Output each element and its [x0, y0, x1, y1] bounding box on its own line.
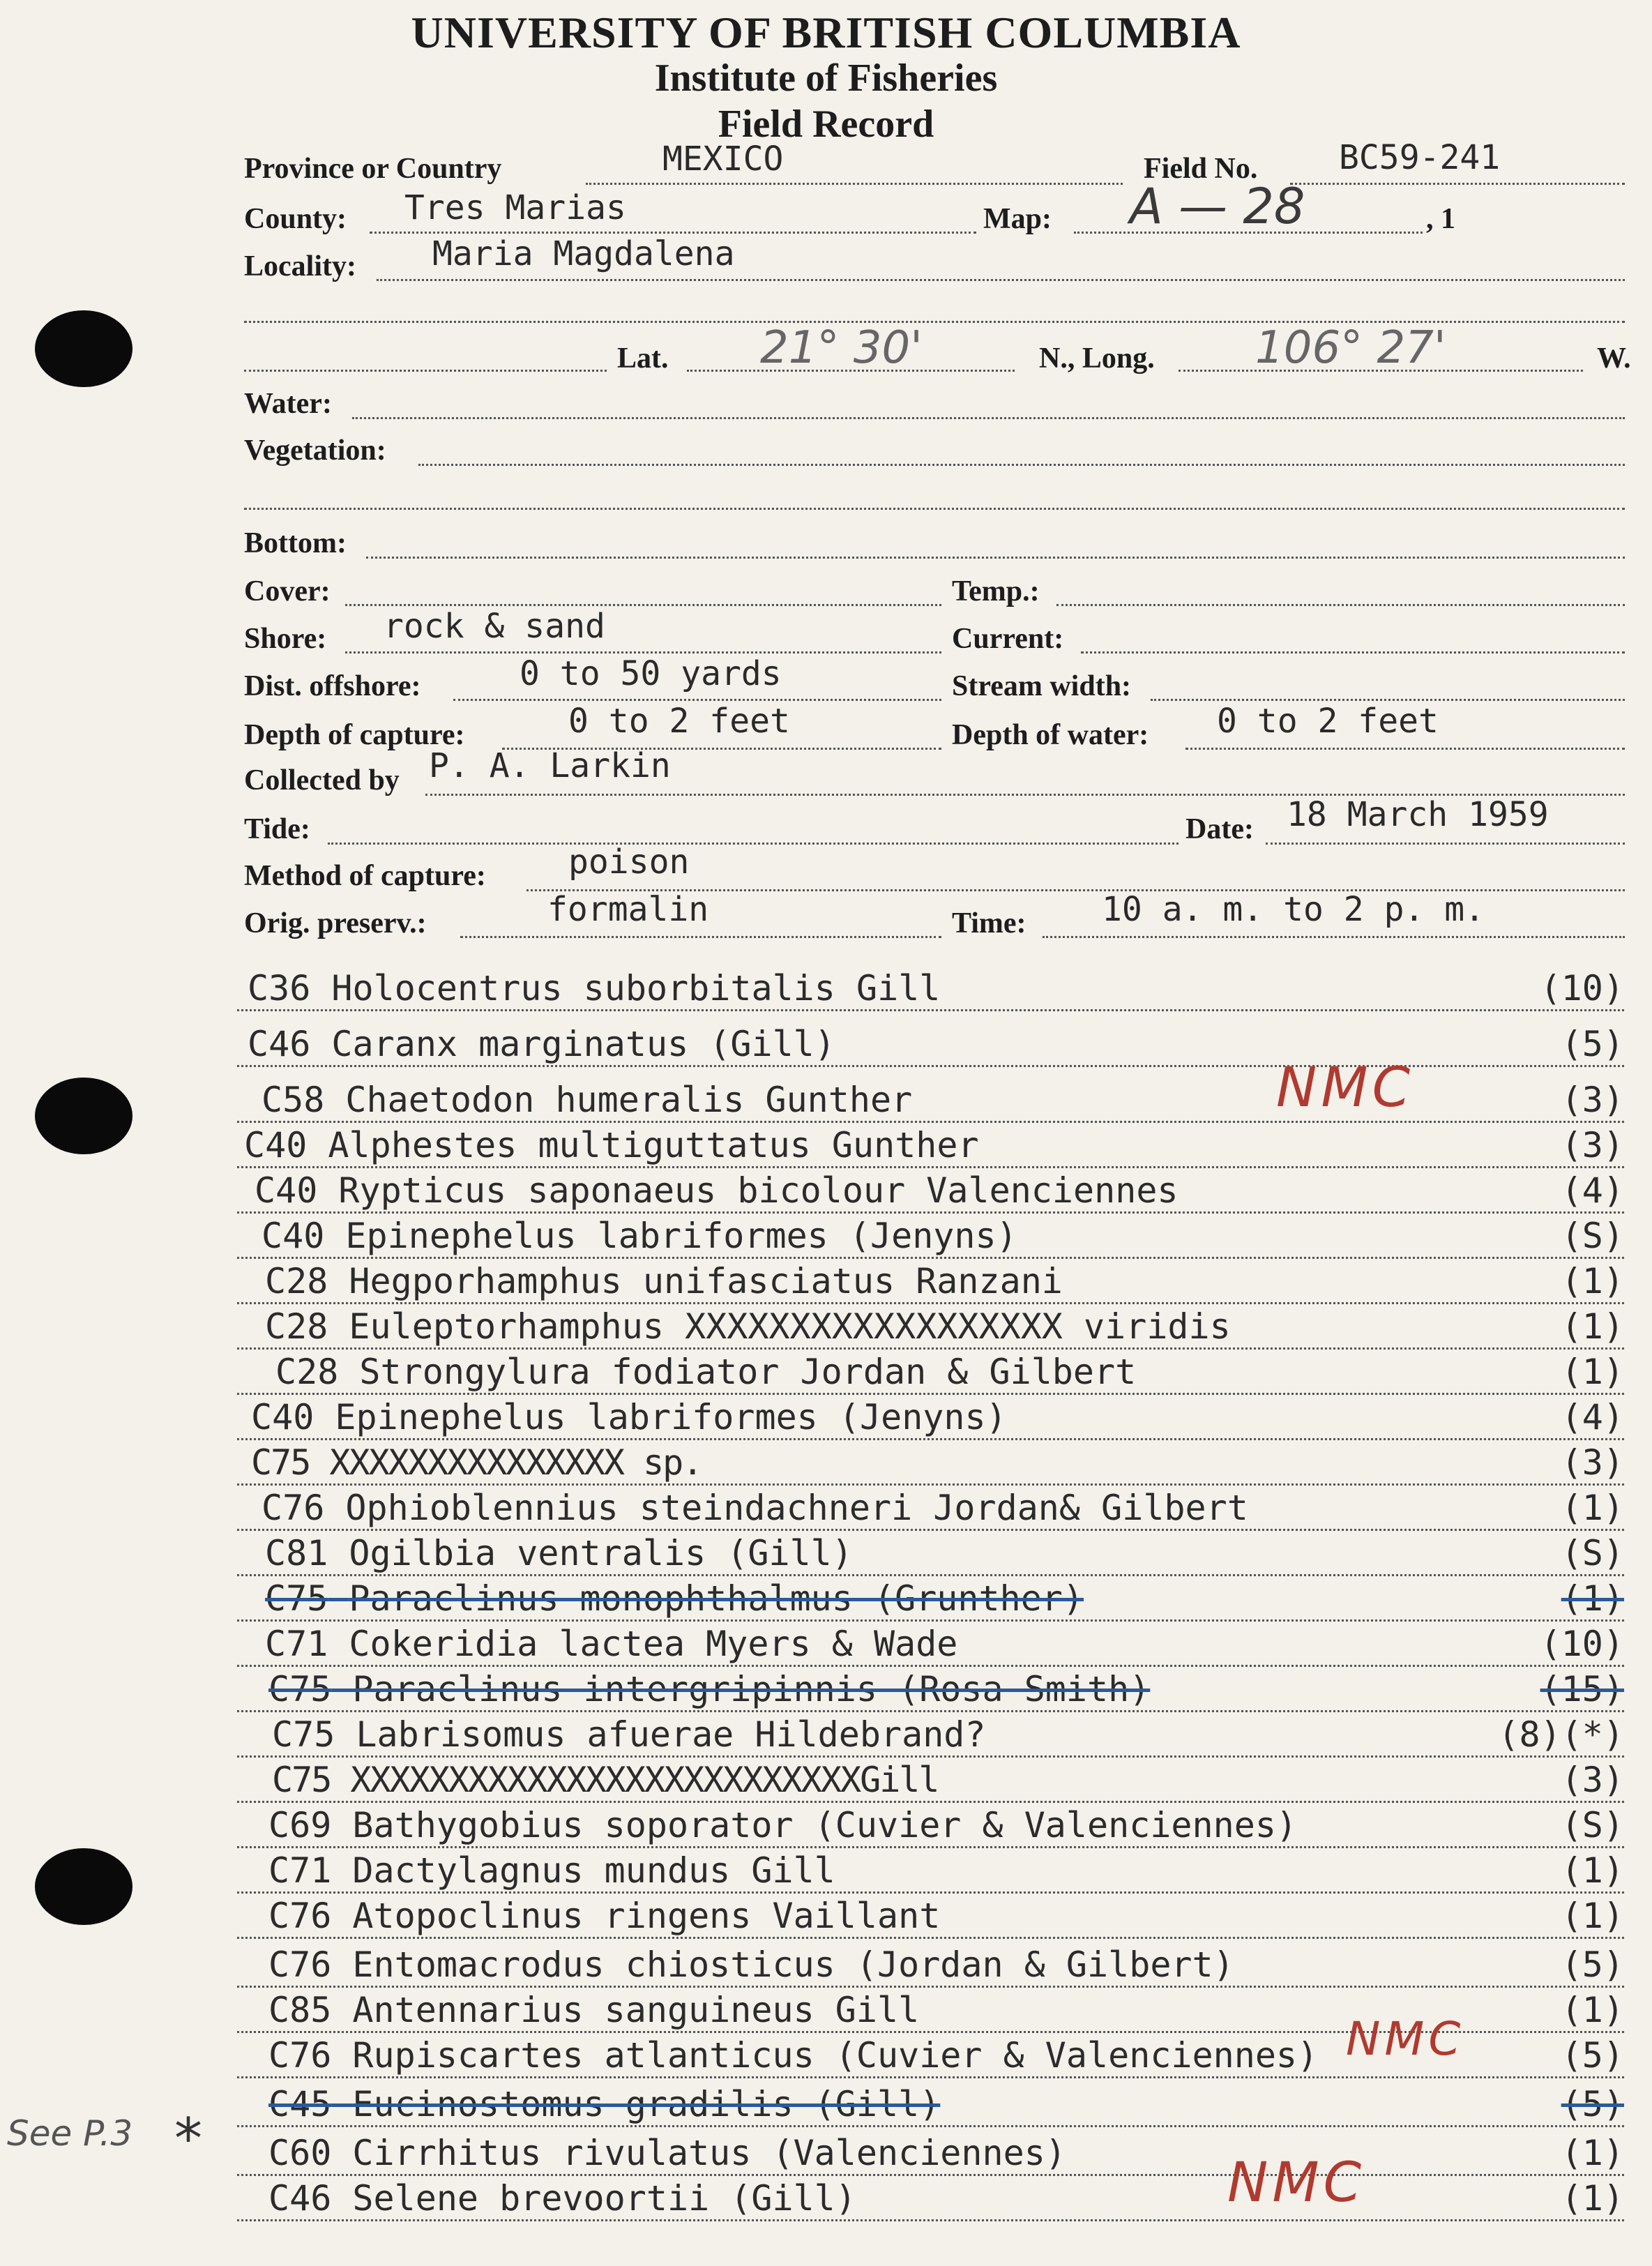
- specimen-code: C28: [265, 1261, 328, 1301]
- specimen-entry: [265, 1261, 1063, 1301]
- specimen-name: Bathygobius soporator (Cuvier & Valenciennes): [352, 1805, 1298, 1845]
- specimen-entry: [268, 1896, 940, 1936]
- specimen-row-line: [237, 2125, 1624, 2127]
- specimen-entry: [251, 1397, 1007, 1437]
- tide-line: [328, 843, 1179, 845]
- specimen-row-line: [237, 2174, 1624, 2176]
- specimen-code: C75: [251, 1442, 310, 1483]
- dist-label: Dist. offshore:: [244, 670, 421, 702]
- dist-value: 0 to 50 yards: [520, 654, 782, 693]
- shore-label: Shore:: [244, 623, 327, 655]
- vegetation-line-2: [244, 508, 1625, 510]
- specimen-entry: [272, 1760, 939, 1800]
- stream-line: [1151, 699, 1625, 701]
- specimen-name: XXXXXXXXXXXXXXXXXXXXXXXXXXGill: [350, 1760, 939, 1800]
- orig-value: formalin: [547, 890, 709, 929]
- specimen-row-line: [237, 1846, 1624, 1848]
- locality-value: Maria Magdalena: [432, 234, 735, 273]
- specimen-name: XXXXXXXXXXXXXXX sp.: [329, 1442, 702, 1483]
- nlong-label: N., Long.: [1039, 342, 1155, 375]
- specimen-entry: [268, 1944, 1234, 1985]
- specimen-row: [237, 1444, 1652, 1490]
- specimen-code: C71: [265, 1624, 328, 1664]
- specimen-row-line: [237, 1710, 1624, 1712]
- specimen-row-line: [237, 1009, 1624, 1011]
- specimen-row: [237, 1897, 1652, 1943]
- specimen-code: C85: [268, 1990, 332, 2030]
- specimen-entry: [265, 1624, 957, 1664]
- specimen-row-line: [237, 1574, 1624, 1576]
- specimen-code: C76: [268, 1896, 332, 1936]
- specimen-code: C28: [265, 1306, 328, 1347]
- lat-label: Lat.: [617, 342, 669, 375]
- date-label: Date:: [1185, 813, 1254, 845]
- specimen-row-line: [237, 1986, 1624, 1988]
- specimen-row: [237, 1534, 1652, 1580]
- specimen-count: (3): [1561, 1125, 1624, 1165]
- water-line: [352, 417, 1625, 419]
- county-label: County:: [244, 203, 347, 235]
- specimen-row: [237, 1398, 1652, 1444]
- tide-label: Tide:: [244, 813, 310, 845]
- specimen-row-line: [237, 1891, 1624, 1894]
- specimen-code: C76: [268, 2035, 332, 2076]
- cover-label: Cover:: [244, 575, 331, 607]
- time-line: [1043, 936, 1625, 938]
- vegetation-label: Vegetation:: [244, 435, 386, 467]
- depth-water-value: 0 to 2 feet: [1217, 702, 1439, 741]
- current-label: Current:: [952, 623, 1064, 655]
- specimen-entry: [262, 1080, 912, 1120]
- map-value: A — 28: [1130, 178, 1305, 235]
- long-value: 106° 27': [1255, 322, 1446, 374]
- specimen-row-line: [237, 1121, 1624, 1123]
- specimen-count: (15): [1540, 1669, 1624, 1709]
- specimen-row-line: [237, 1937, 1624, 1939]
- specimen-count: (4): [1561, 1170, 1624, 1211]
- specimen-row-line: [237, 1393, 1624, 1395]
- specimen-row-line: [237, 1665, 1624, 1667]
- county-line: [370, 232, 976, 234]
- specimen-row: [237, 1670, 1652, 1716]
- specimen-code: C45: [268, 2084, 332, 2124]
- specimen-entry: [268, 1850, 835, 1891]
- shore-line: [345, 651, 941, 654]
- map-suffix: , 1: [1426, 203, 1455, 235]
- specimen-count: (1): [1561, 1850, 1624, 1891]
- specimen-name: Cirrhitus rivulatus (Valenciennes): [352, 2133, 1066, 2173]
- specimen-count: (1): [1561, 1990, 1624, 2030]
- specimen-row-line: [237, 1619, 1624, 1622]
- specimen-row: [237, 1262, 1652, 1308]
- specimen-name: Cokeridia lactea Myers & Wade: [349, 1624, 958, 1664]
- depth-water-line: [1185, 748, 1625, 750]
- specimen-row-line: [237, 1347, 1624, 1350]
- specimen-row-line: [237, 1755, 1624, 1758]
- specimen-name: Atopoclinus ringens Vaillant: [352, 1896, 941, 1936]
- specimen-name: Holocentrus suborbitalis Gill: [331, 968, 941, 1009]
- specimen-entry: [248, 1024, 835, 1064]
- specimen-count: (4): [1561, 1397, 1624, 1437]
- specimen-count: (1): [1561, 1352, 1624, 1392]
- specimen-code: C75: [268, 1669, 332, 1709]
- nmc-annotation-2: NMC: [1346, 2012, 1465, 2066]
- specimen-count: (5): [1561, 2035, 1624, 2076]
- field-no-value: BC59-241: [1339, 138, 1501, 177]
- stream-label: Stream width:: [952, 670, 1132, 702]
- specimen-name: Paraclinus intergripinnis (Rosa Smith): [352, 1669, 1151, 1709]
- specimen-name: Eucinostomus gradilis (Gill): [352, 2084, 941, 2124]
- specimen-row: [237, 1806, 1652, 1852]
- specimen-entry: [268, 2035, 1318, 2076]
- specimen-count: (10): [1540, 1624, 1624, 1664]
- specimen-entry: [244, 1125, 979, 1165]
- dist-line: [453, 699, 941, 701]
- specimen-entry: [262, 1488, 1248, 1528]
- specimen-name: Strongylura fodiator Jordan & Gilbert: [359, 1352, 1137, 1392]
- specimen-entry: [255, 1170, 1179, 1211]
- specimen-row-line: [237, 1065, 1624, 1067]
- specimen-name: Dactylagnus mundus Gill: [352, 1850, 835, 1891]
- punch-hole-top: [35, 310, 132, 387]
- field-no-line: [1290, 183, 1625, 185]
- specimen-entry: [275, 1352, 1136, 1392]
- w-label: W.: [1597, 342, 1631, 375]
- specimen-code: C36: [248, 968, 311, 1009]
- specimen-row-line: [237, 1166, 1624, 1168]
- method-value: poison: [568, 843, 690, 882]
- specimen-row: [237, 1761, 1652, 1807]
- specimen-entry: [268, 1990, 919, 2030]
- specimen-name: Antennarius sanguineus Gill: [352, 1990, 920, 2030]
- specimen-row-line: [237, 1302, 1624, 1304]
- specimen-row: [237, 1172, 1652, 1218]
- specimen-row: [237, 1126, 1652, 1172]
- specimen-name: Epinephelus labriformes (Jenyns): [335, 1397, 1007, 1437]
- time-value: 10 a. m. to 2 p. m.: [1102, 890, 1485, 929]
- specimen-row: [237, 1217, 1652, 1263]
- specimen-count: (10): [1540, 968, 1624, 1009]
- specimen-name: Euleptorhamphus XXXXXXXXXXXXXXXXXX viridis: [349, 1306, 1231, 1347]
- specimen-row: [237, 1625, 1652, 1671]
- collected-value: P. A. Larkin: [429, 746, 671, 785]
- specimen-count: (8)(*): [1498, 1714, 1624, 1755]
- specimen-row: [237, 1716, 1652, 1762]
- cover-line: [345, 604, 941, 606]
- specimen-name: Ogilbia ventralis (Gill): [349, 1533, 853, 1573]
- punch-hole-bottom: [35, 1848, 132, 1925]
- specimen-code: C46: [268, 2178, 332, 2219]
- specimen-code: C40: [244, 1125, 308, 1165]
- specimen-name: Paraclinus monophthalmus (Grunther): [349, 1578, 1084, 1619]
- specimen-code: C60: [268, 2133, 332, 2173]
- specimen-entry: [272, 1714, 986, 1755]
- specimen-count: (3): [1561, 1080, 1624, 1120]
- margin-note: See P.3: [7, 2113, 133, 2154]
- specimen-count: (3): [1561, 1442, 1624, 1483]
- specimen-row: [237, 1025, 1652, 1071]
- specimen-count: (1): [1561, 1578, 1624, 1619]
- specimen-count: (1): [1561, 1261, 1624, 1301]
- specimen-code: C81: [265, 1533, 328, 1573]
- specimen-row: [237, 2085, 1652, 2131]
- specimen-name: Epinephelus labriformes (Jenyns): [345, 1216, 1017, 1256]
- specimen-count: (5): [1561, 1944, 1624, 1985]
- specimen-row: [237, 2134, 1652, 2180]
- province-line: [586, 183, 1123, 185]
- specimen-entry: [268, 2178, 856, 2219]
- specimen-name: Selene brevoortii (Gill): [352, 2178, 856, 2219]
- province-label: Province or Country: [244, 153, 502, 185]
- specimen-name: Caranx marginatus (Gill): [331, 1024, 835, 1064]
- orig-line: [460, 936, 941, 938]
- nmc-annotation-3: NMC: [1227, 2152, 1366, 2214]
- specimen-count: (1): [1561, 2133, 1624, 2173]
- specimen-row-line: [237, 2076, 1624, 2078]
- specimen-count: (S): [1561, 1805, 1624, 1845]
- specimen-row: [237, 2180, 1652, 2226]
- specimen-count: (S): [1561, 1216, 1624, 1256]
- specimen-row-line: [237, 2219, 1624, 2221]
- margin-star: *: [174, 2106, 202, 2171]
- specimen-code: C46: [248, 1024, 311, 1064]
- specimen-code: C69: [268, 1805, 332, 1845]
- specimen-code: C40: [255, 1170, 318, 1211]
- specimen-row: [237, 1852, 1652, 1898]
- date-line: [1266, 843, 1625, 845]
- specimen-name: Hegporhamphus unifasciatus Ranzani: [349, 1261, 1063, 1301]
- vegetation-line: [418, 464, 1625, 466]
- specimen-code: C76: [268, 1944, 332, 1985]
- specimen-code: C71: [268, 1850, 332, 1891]
- specimen-entry: [268, 2084, 940, 2124]
- water-label: Water:: [244, 388, 332, 420]
- specimen-row-line: [237, 1801, 1624, 1803]
- lat-value: 21° 30': [760, 322, 923, 374]
- specimen-name: Ophioblennius steindachneri Jordan& Gilbert: [345, 1488, 1248, 1528]
- specimen-entry: [262, 1216, 1017, 1256]
- specimen-name: Rypticus saponaeus bicolour Valenciennes: [338, 1170, 1179, 1211]
- temp-line: [1056, 604, 1625, 606]
- specimen-row: [237, 1308, 1652, 1354]
- specimen-row-line: [237, 1529, 1624, 1531]
- specimen-code: C58: [262, 1080, 325, 1120]
- method-label: Method of capture:: [244, 860, 486, 892]
- specimen-count: (5): [1561, 2084, 1624, 2124]
- specimen-row: [237, 1489, 1652, 1535]
- specimen-name: Labrisomus afuerae Hildebrand?: [356, 1714, 986, 1755]
- specimen-name: Chaetodon humeralis Gunther: [345, 1080, 913, 1120]
- specimen-row: [237, 1580, 1652, 1626]
- specimen-entry: [251, 1442, 702, 1483]
- punch-hole-middle: [35, 1078, 132, 1154]
- shore-value: rock & sand: [384, 607, 605, 646]
- nmc-annotation-1: NMC: [1276, 1057, 1415, 1119]
- specimen-code: C76: [262, 1488, 325, 1528]
- specimen-row: [237, 969, 1652, 1015]
- specimen-name: Alphestes multiguttatus Gunther: [328, 1125, 979, 1165]
- depth-capture-label: Depth of capture:: [244, 719, 465, 751]
- specimen-name: Rupiscartes atlanticus (Cuvier & Valenciennes): [352, 2035, 1319, 2076]
- specimen-count: (S): [1561, 1533, 1624, 1573]
- date-value: 18 March 1959: [1287, 795, 1549, 834]
- specimen-row-line: [237, 1211, 1624, 1214]
- field-no-label: Field No.: [1144, 153, 1258, 185]
- specimen-row-line: [237, 1483, 1624, 1486]
- specimen-entry: [265, 1578, 1084, 1619]
- specimen-row: [237, 1946, 1652, 1992]
- orig-label: Orig. preserv.:: [244, 907, 427, 939]
- specimen-row: [237, 1081, 1652, 1127]
- specimen-row-line: [237, 1257, 1624, 1259]
- specimen-code: C40: [262, 1216, 325, 1256]
- specimen-code: C28: [275, 1352, 339, 1392]
- map-label: Map:: [983, 203, 1052, 235]
- locality-label: Locality:: [244, 250, 356, 282]
- current-line: [1081, 651, 1625, 654]
- time-label: Time:: [952, 907, 1026, 939]
- temp-label: Temp.:: [952, 575, 1040, 607]
- collected-label: Collected by: [244, 764, 400, 796]
- specimen-entry: [265, 1533, 853, 1573]
- specimen-row-line: [237, 1438, 1624, 1440]
- specimen-code: C75: [272, 1760, 331, 1800]
- specimen-code: C40: [251, 1397, 315, 1437]
- lat-prefix-line: [244, 370, 607, 372]
- specimen-name: Entomacrodus chiosticus (Jordan & Gilbert): [352, 1944, 1234, 1985]
- bottom-label: Bottom:: [244, 527, 347, 559]
- institute-title: Institute of Fisheries: [654, 56, 998, 100]
- university-title: UNIVERSITY OF BRITISH COLUMBIA: [411, 8, 1241, 57]
- locality-line: [377, 279, 1625, 281]
- specimen-count: (1): [1561, 1306, 1624, 1347]
- specimen-code: C75: [265, 1578, 328, 1619]
- specimen-entry: [268, 2133, 1066, 2173]
- specimen-count: (1): [1561, 1488, 1624, 1528]
- specimen-count: (3): [1561, 1760, 1624, 1800]
- bottom-line: [366, 557, 1625, 559]
- specimen-count: (1): [1561, 1896, 1624, 1936]
- specimen-entry: [268, 1669, 1150, 1709]
- specimen-entry: [248, 968, 940, 1009]
- depth-capture-value: 0 to 2 feet: [568, 702, 790, 741]
- record-title: Field Record: [718, 103, 934, 146]
- specimen-code: C75: [272, 1714, 335, 1755]
- province-value: MEXICO: [662, 139, 784, 179]
- specimen-count: (1): [1561, 2178, 1624, 2219]
- specimen-entry: [268, 1805, 1297, 1845]
- county-value: Tres Marias: [404, 188, 626, 227]
- depth-water-label: Depth of water:: [952, 719, 1149, 751]
- specimen-count: (5): [1561, 1024, 1624, 1064]
- specimen-row: [237, 1353, 1652, 1399]
- specimen-entry: [265, 1306, 1231, 1347]
